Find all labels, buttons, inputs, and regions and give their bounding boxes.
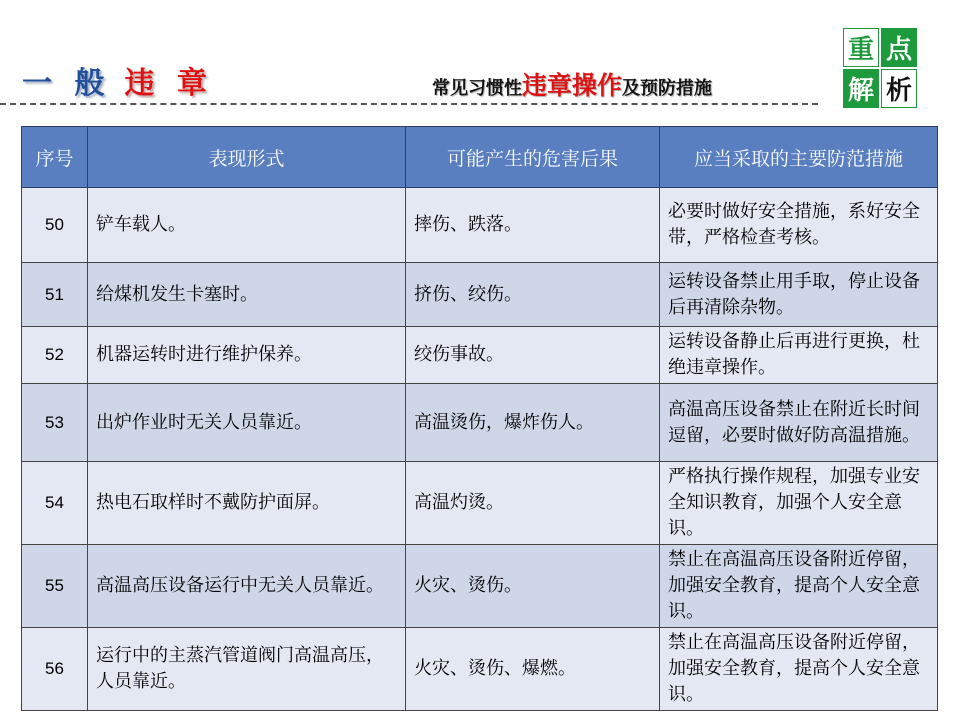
- logo-char-3: 解: [843, 69, 879, 108]
- table-header-row: [22, 127, 938, 188]
- logo-char-4: 析: [881, 69, 917, 108]
- row-number: 51: [22, 263, 88, 327]
- table-row: [22, 188, 938, 263]
- row-measure: 必要时做好安全措施，系好安全带，严格检查考核。: [660, 188, 938, 263]
- table-row: [22, 327, 938, 384]
- row-measure: 禁止在高温高压设备附近停留，加强安全教育，提高个人安全意识。: [660, 628, 938, 711]
- row-measure: 运转设备禁止用手取，停止设备后再清除杂物。: [660, 263, 938, 327]
- row-measure: 禁止在高温高压设备附近停留，加强安全教育，提高个人安全意识。: [660, 545, 938, 628]
- row-harm: 摔伤、跌落。: [406, 188, 660, 263]
- row-harm: 高温灼烫。: [406, 462, 660, 545]
- row-number: 55: [22, 545, 88, 628]
- row-number: 52: [22, 327, 88, 384]
- row-number: 53: [22, 384, 88, 462]
- table-row: [22, 462, 938, 545]
- row-harm: 绞伤事故。: [406, 327, 660, 384]
- subtitle-post: 及预防措施: [622, 78, 713, 99]
- row-measure: 运转设备静止后再进行更换，杜绝违章操作。: [660, 327, 938, 384]
- table-row: [22, 263, 938, 327]
- row-form: 铲车载人。: [88, 188, 406, 263]
- col-header-form: 表现形式: [88, 127, 406, 188]
- row-measure: 严格执行操作规程，加强专业安全知识教育，加强个人安全意识。: [660, 462, 938, 545]
- row-harm: 高温烫伤，爆炸伤人。: [406, 384, 660, 462]
- page-title: [22, 58, 213, 102]
- table-row: [22, 384, 938, 462]
- row-form: 给煤机发生卡塞时。: [88, 263, 406, 327]
- key-analysis-logo: [843, 28, 917, 106]
- col-header-harm: 可能产生的危害后果: [406, 127, 660, 188]
- row-form: 出炉作业时无关人员靠近。: [88, 384, 406, 462]
- row-form: 运行中的主蒸汽管道阀门高温高压，人员靠近。: [88, 628, 406, 711]
- page-subtitle: [432, 66, 712, 102]
- row-form: 高温高压设备运行中无关人员靠近。: [88, 545, 406, 628]
- col-header-measure: 应当采取的主要防范措施: [660, 127, 938, 188]
- subtitle-highlight: 违章操作: [522, 71, 623, 100]
- subtitle-pre: 常见习惯性: [432, 78, 522, 99]
- table-row: [22, 628, 938, 711]
- row-number: 50: [22, 188, 88, 263]
- violation-table: [21, 126, 938, 711]
- row-form: 机器运转时进行维护保养。: [88, 327, 406, 384]
- row-number: 56: [22, 628, 88, 711]
- header-divider: [0, 103, 818, 105]
- row-measure: 高温高压设备禁止在附近长时间逗留，必要时做好防高温措施。: [660, 384, 938, 462]
- row-form: 热电石取样时不戴防护面屏。: [88, 462, 406, 545]
- logo-char-1: 重: [843, 28, 879, 67]
- logo-char-2: 点: [881, 28, 917, 67]
- table-row: [22, 545, 938, 628]
- row-harm: 火灾、烫伤。: [406, 545, 660, 628]
- row-harm: 挤伤、绞伤。: [406, 263, 660, 327]
- row-harm: 火灾、烫伤、爆燃。: [406, 628, 660, 711]
- row-number: 54: [22, 462, 88, 545]
- col-header-number: 序号: [22, 127, 88, 188]
- title-part-general: 一 般: [22, 66, 111, 101]
- title-part-violation: 违 章: [124, 66, 213, 101]
